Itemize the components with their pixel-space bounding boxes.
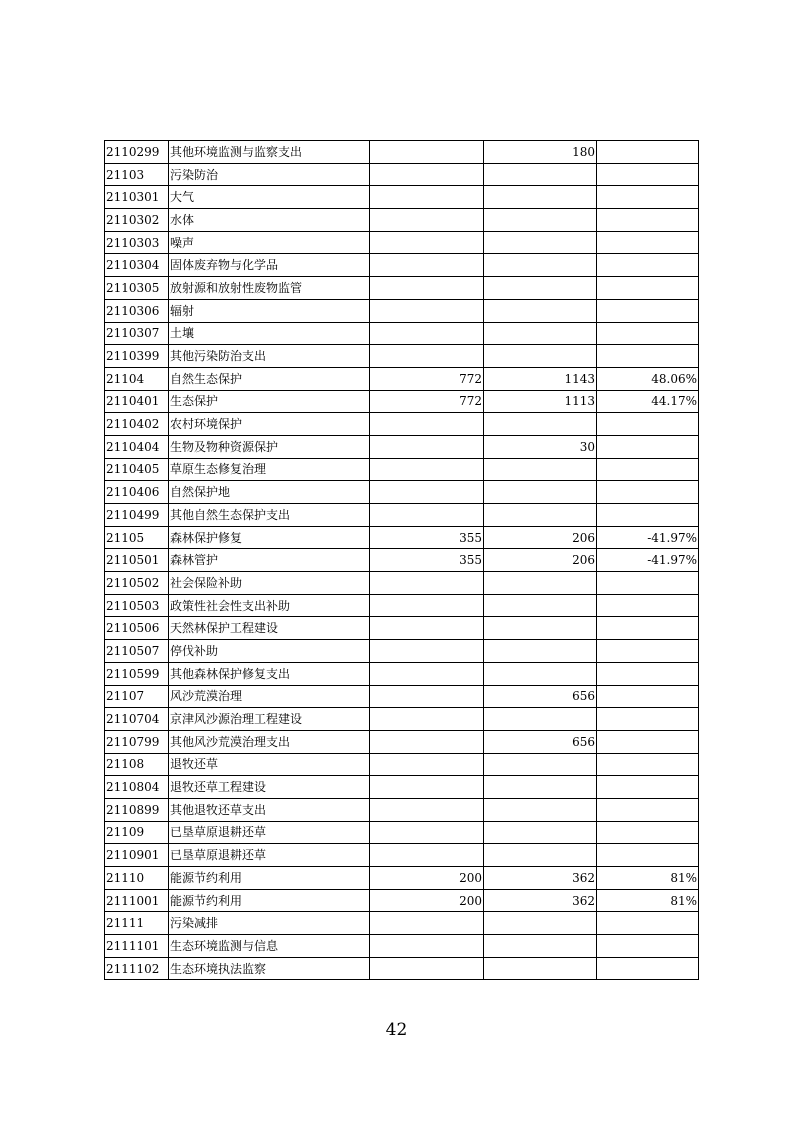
value-cell-3 [597,345,699,368]
name-cell: 能源节约利用 [169,867,370,890]
value-cell-3 [597,617,699,640]
name-cell: 固体废弃物与化学品 [169,254,370,277]
value-cell-2 [484,322,597,345]
name-cell: 噪声 [169,231,370,254]
value-cell-3 [597,163,699,186]
value-cell-2: 206 [484,549,597,572]
name-cell: 土壤 [169,322,370,345]
table-row [105,504,699,527]
value-cell-3 [597,662,699,685]
code-cell: 2110405 [105,458,169,481]
value-cell-1: 772 [370,390,484,413]
value-cell-3 [597,277,699,300]
code-cell: 2111101 [105,935,169,958]
name-cell: 生态环境监测与信息 [169,935,370,958]
code-cell: 2110399 [105,345,169,368]
value-cell-1 [370,186,484,209]
name-cell: 其他风沙荒漠治理支出 [169,730,370,753]
value-cell-2: 362 [484,867,597,890]
table-row [105,867,699,890]
name-cell: 其他污染防治支出 [169,345,370,368]
value-cell-2 [484,277,597,300]
table-row [105,322,699,345]
table-row [105,549,699,572]
value-cell-2 [484,617,597,640]
code-cell: 2110299 [105,141,169,164]
code-cell: 2110306 [105,299,169,322]
code-cell: 2110599 [105,662,169,685]
name-cell: 京津风沙源治理工程建设 [169,708,370,731]
name-cell: 能源节约利用 [169,889,370,912]
table-row [105,231,699,254]
value-cell-2 [484,844,597,867]
table-row [105,572,699,595]
name-cell: 已垦草原退耕还草 [169,844,370,867]
value-cell-2: 1143 [484,367,597,390]
table-row [105,141,699,164]
value-cell-2: 656 [484,730,597,753]
value-cell-1: 200 [370,867,484,890]
value-cell-3 [597,776,699,799]
value-cell-3 [597,640,699,663]
table-row [105,254,699,277]
value-cell-1 [370,254,484,277]
value-cell-1 [370,209,484,232]
value-cell-3 [597,231,699,254]
code-cell: 2110499 [105,504,169,527]
value-cell-1 [370,594,484,617]
table-row [105,617,699,640]
value-cell-2: 362 [484,889,597,912]
table-row [105,889,699,912]
value-cell-3: -41.97% [597,549,699,572]
value-cell-3 [597,572,699,595]
table-row [105,594,699,617]
value-cell-3 [597,141,699,164]
value-cell-1: 355 [370,526,484,549]
table-row [105,821,699,844]
table-row [105,798,699,821]
value-cell-1 [370,844,484,867]
code-cell: 2110804 [105,776,169,799]
value-cell-1 [370,753,484,776]
value-cell-3 [597,458,699,481]
value-cell-3 [597,844,699,867]
value-cell-2 [484,594,597,617]
name-cell: 辐射 [169,299,370,322]
table-row [105,345,699,368]
value-cell-1 [370,141,484,164]
table-row [105,390,699,413]
code-cell: 2110501 [105,549,169,572]
value-cell-2 [484,572,597,595]
name-cell: 退牧还草工程建设 [169,776,370,799]
value-cell-1 [370,435,484,458]
value-cell-1 [370,708,484,731]
table-row [105,186,699,209]
table-row [105,209,699,232]
code-cell: 2110406 [105,481,169,504]
value-cell-3 [597,594,699,617]
value-cell-2 [484,912,597,935]
value-cell-3 [597,435,699,458]
code-cell: 21104 [105,367,169,390]
value-cell-2: 1113 [484,390,597,413]
value-cell-2 [484,231,597,254]
table-row [105,844,699,867]
value-cell-2 [484,957,597,980]
name-cell: 其他自然生态保护支出 [169,504,370,527]
code-cell: 21107 [105,685,169,708]
table-row [105,776,699,799]
value-cell-2 [484,345,597,368]
value-cell-1 [370,572,484,595]
name-cell: 其他森林保护修复支出 [169,662,370,685]
value-cell-3 [597,708,699,731]
name-cell: 停伐补助 [169,640,370,663]
table-row [105,435,699,458]
value-cell-3 [597,209,699,232]
value-cell-3 [597,322,699,345]
value-cell-3 [597,753,699,776]
code-cell: 21110 [105,867,169,890]
value-cell-3: 48.06% [597,367,699,390]
budget-table-body [105,141,699,980]
value-cell-1 [370,662,484,685]
value-cell-1 [370,617,484,640]
value-cell-1 [370,413,484,436]
value-cell-2 [484,821,597,844]
code-cell: 21111 [105,912,169,935]
code-cell: 2110302 [105,209,169,232]
value-cell-3: -41.97% [597,526,699,549]
value-cell-1: 772 [370,367,484,390]
table-row [105,957,699,980]
value-cell-1 [370,231,484,254]
value-cell-3 [597,299,699,322]
value-cell-1 [370,798,484,821]
code-cell: 2110307 [105,322,169,345]
name-cell: 水体 [169,209,370,232]
value-cell-1 [370,730,484,753]
code-cell: 2111102 [105,957,169,980]
value-cell-1 [370,277,484,300]
value-cell-2 [484,504,597,527]
code-cell: 2110901 [105,844,169,867]
code-cell: 2110507 [105,640,169,663]
name-cell: 放射源和放射性废物监管 [169,277,370,300]
value-cell-1 [370,163,484,186]
table-row [105,299,699,322]
code-cell: 2110404 [105,435,169,458]
code-cell: 2110503 [105,594,169,617]
code-cell: 2110304 [105,254,169,277]
code-cell: 2110704 [105,708,169,731]
value-cell-2 [484,662,597,685]
value-cell-3 [597,186,699,209]
code-cell: 2110502 [105,572,169,595]
value-cell-3 [597,730,699,753]
value-cell-3 [597,798,699,821]
name-cell: 森林保护修复 [169,526,370,549]
code-cell: 21108 [105,753,169,776]
code-cell: 2111001 [105,889,169,912]
value-cell-2 [484,413,597,436]
value-cell-2 [484,163,597,186]
name-cell: 已垦草原退耕还草 [169,821,370,844]
name-cell: 退牧还草 [169,753,370,776]
value-cell-3: 44.17% [597,390,699,413]
value-cell-3 [597,912,699,935]
value-cell-3 [597,957,699,980]
value-cell-2: 30 [484,435,597,458]
table-row [105,640,699,663]
value-cell-1 [370,912,484,935]
value-cell-2: 206 [484,526,597,549]
table-row [105,163,699,186]
code-cell: 2110301 [105,186,169,209]
table-row [105,753,699,776]
value-cell-2: 180 [484,141,597,164]
value-cell-2 [484,640,597,663]
code-cell: 2110402 [105,413,169,436]
name-cell: 其他退牧还草支出 [169,798,370,821]
page-number: 42 [385,1020,408,1040]
table-row [105,413,699,436]
table-row [105,526,699,549]
name-cell: 其他环境监测与监察支出 [169,141,370,164]
code-cell: 21109 [105,821,169,844]
name-cell: 森林管护 [169,549,370,572]
value-cell-3 [597,254,699,277]
code-cell: 2110506 [105,617,169,640]
name-cell: 草原生态修复治理 [169,458,370,481]
value-cell-3 [597,504,699,527]
table-row [105,662,699,685]
value-cell-3 [597,935,699,958]
value-cell-2: 656 [484,685,597,708]
value-cell-2 [484,458,597,481]
name-cell: 社会保险补助 [169,572,370,595]
name-cell: 自然保护地 [169,481,370,504]
name-cell: 政策性社会性支出补助 [169,594,370,617]
table-row [105,730,699,753]
value-cell-1 [370,935,484,958]
value-cell-3 [597,481,699,504]
value-cell-1 [370,504,484,527]
table-row [105,685,699,708]
value-cell-2 [484,254,597,277]
value-cell-2 [484,776,597,799]
name-cell: 生物及物种资源保护 [169,435,370,458]
name-cell: 自然生态保护 [169,367,370,390]
value-cell-3 [597,685,699,708]
table-row [105,367,699,390]
value-cell-3: 81% [597,867,699,890]
value-cell-1: 355 [370,549,484,572]
value-cell-1 [370,481,484,504]
value-cell-2 [484,299,597,322]
value-cell-2 [484,753,597,776]
value-cell-1 [370,458,484,481]
value-cell-1 [370,776,484,799]
value-cell-1: 200 [370,889,484,912]
value-cell-3 [597,821,699,844]
code-cell: 2110899 [105,798,169,821]
table-row [105,277,699,300]
name-cell: 大气 [169,186,370,209]
value-cell-2 [484,935,597,958]
table-row [105,481,699,504]
table-row [105,708,699,731]
name-cell: 风沙荒漠治理 [169,685,370,708]
name-cell: 污染防治 [169,163,370,186]
table-row [105,935,699,958]
value-cell-3: 81% [597,889,699,912]
value-cell-1 [370,299,484,322]
value-cell-2 [484,209,597,232]
value-cell-1 [370,345,484,368]
value-cell-1 [370,640,484,663]
name-cell: 生态环境执法监察 [169,957,370,980]
value-cell-2 [484,186,597,209]
code-cell: 21105 [105,526,169,549]
name-cell: 农村环境保护 [169,413,370,436]
code-cell: 21103 [105,163,169,186]
value-cell-1 [370,685,484,708]
code-cell: 2110401 [105,390,169,413]
name-cell: 污染减排 [169,912,370,935]
value-cell-1 [370,957,484,980]
value-cell-1 [370,821,484,844]
name-cell: 生态保护 [169,390,370,413]
code-cell: 2110303 [105,231,169,254]
name-cell: 天然林保护工程建设 [169,617,370,640]
value-cell-2 [484,798,597,821]
value-cell-1 [370,322,484,345]
code-cell: 2110799 [105,730,169,753]
value-cell-2 [484,481,597,504]
code-cell: 2110305 [105,277,169,300]
table-row [105,912,699,935]
table-row [105,458,699,481]
budget-table [104,140,699,980]
value-cell-2 [484,708,597,731]
value-cell-3 [597,413,699,436]
